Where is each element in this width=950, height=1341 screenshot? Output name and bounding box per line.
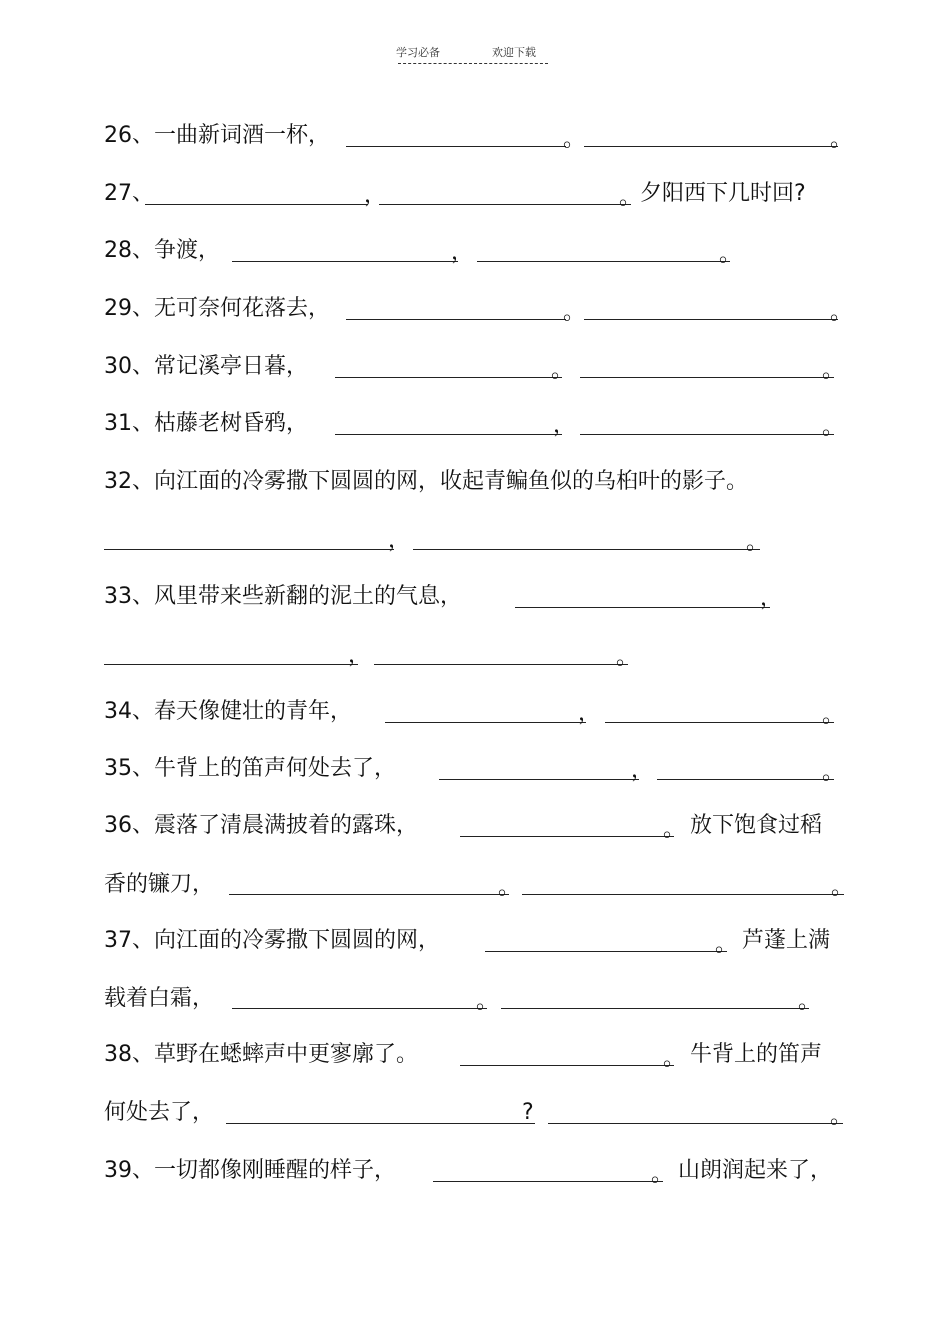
punctuation: ， [364,183,387,208]
question-38-text-line2: 何处去了， [104,1100,215,1125]
answer-blank[interactable] [485,951,727,952]
punctuation: 。 [822,358,845,383]
punctuation: 。 [651,1162,674,1187]
header-divider [398,63,548,64]
answer-blank[interactable] [522,894,844,895]
punctuation: 。 [798,989,821,1014]
punctuation: 。 [476,989,499,1014]
punctuation: 。 [830,127,853,152]
answer-blank[interactable] [460,836,674,837]
question-28-text: 28、争渡， [104,238,220,263]
answer-blank[interactable] [335,377,562,378]
answer-blank[interactable] [460,1065,674,1066]
answer-blank[interactable] [104,549,394,550]
punctuation: ， [631,758,654,783]
question-38-text: 38、草野在蟋蟀声中更寥廓了。 [104,1042,418,1067]
punctuation: 。 [663,817,686,842]
punctuation: ? [522,1100,534,1125]
answer-blank[interactable] [346,319,566,320]
question-36-text-line2: 香的镰刀， [104,872,215,897]
answer-blank[interactable] [145,204,368,205]
question-38-text-cont: 牛背上的笛声 [690,1042,823,1067]
question-number: 27、 [104,181,154,206]
punctuation: 。 [830,1104,853,1129]
answer-blank[interactable] [580,377,834,378]
punctuation: 。 [616,645,639,670]
punctuation: ， [553,413,576,438]
punctuation: 。 [498,875,521,900]
answer-blank[interactable] [477,261,730,262]
punctuation: 。 [715,932,738,957]
answer-blank[interactable] [232,1008,487,1009]
punctuation: ， [760,586,783,611]
answer-blank[interactable] [104,664,358,665]
question-36-text: 36、震落了清晨满披着的露珠， [104,813,418,838]
punctuation: 。 [619,185,642,210]
punctuation: ， [348,643,371,668]
answer-blank[interactable] [433,1181,663,1182]
answer-blank[interactable] [515,607,770,608]
answer-blank[interactable] [413,549,760,550]
question-36-text-cont: 放下饱食过稻 [690,813,823,838]
question-31-text: 31、枯藤老树昏鸦， [104,411,308,436]
answer-blank[interactable] [229,894,509,895]
answer-blank[interactable] [580,434,834,435]
punctuation: 。 [830,300,853,325]
question-37-text: 37、向江面的冷雾撒下圆圆的网， [104,928,440,953]
punctuation: 。 [719,242,742,267]
punctuation: ， [388,528,411,553]
question-37-text-line2: 载着白霜， [104,986,215,1011]
answer-blank[interactable] [584,146,838,147]
punctuation: 。 [822,760,845,785]
answer-blank[interactable] [385,722,586,723]
question-35-text: 35、牛背上的笛声何处去了， [104,756,396,781]
question-32-text: 32、向江面的冷雾撒下圆圆的网，收起青鳊鱼似的乌桕叶的影子。 [104,469,748,494]
answer-blank[interactable] [501,1008,809,1009]
question-29-text: 29、无可奈何花落去， [104,296,330,321]
answer-blank[interactable] [439,779,639,780]
punctuation: 。 [746,530,769,555]
answer-blank[interactable] [346,146,566,147]
question-37-text-cont: 芦蓬上满 [742,928,831,953]
question-30-text: 30、常记溪亭日暮， [104,354,308,379]
question-39-text: 39、一切都像刚睡醒的样子， [104,1158,396,1183]
answer-blank[interactable] [584,319,838,320]
question-33-text: 33、风里带来些新翻的泥土的气息， [104,584,462,609]
question-39-text-cont: 山朗润起来了， [678,1158,833,1183]
punctuation: 。 [551,358,574,383]
answer-blank[interactable] [379,204,631,205]
question-27-text: 夕阳西下几时回? [640,181,806,206]
punctuation: 。 [831,875,854,900]
answer-blank[interactable] [226,1123,535,1124]
punctuation: 。 [563,127,586,152]
punctuation: 。 [822,415,845,440]
punctuation: 。 [822,703,845,728]
answer-blank[interactable] [605,722,834,723]
question-34-text: 34、春天像健壮的青年， [104,699,352,724]
punctuation: 。 [563,300,586,325]
answer-blank[interactable] [232,261,458,262]
answer-blank[interactable] [657,779,834,780]
answer-blank[interactable] [335,434,562,435]
question-26-text: 26、一曲新词酒一杯， [104,123,330,148]
answer-blank[interactable] [548,1123,843,1124]
header-right-text: 欢迎下载 [492,46,536,59]
header-left-text: 学习必备 [396,46,440,59]
punctuation: 。 [663,1046,686,1071]
punctuation: ， [578,701,601,726]
answer-blank[interactable] [374,664,628,665]
punctuation: ， [451,240,474,265]
